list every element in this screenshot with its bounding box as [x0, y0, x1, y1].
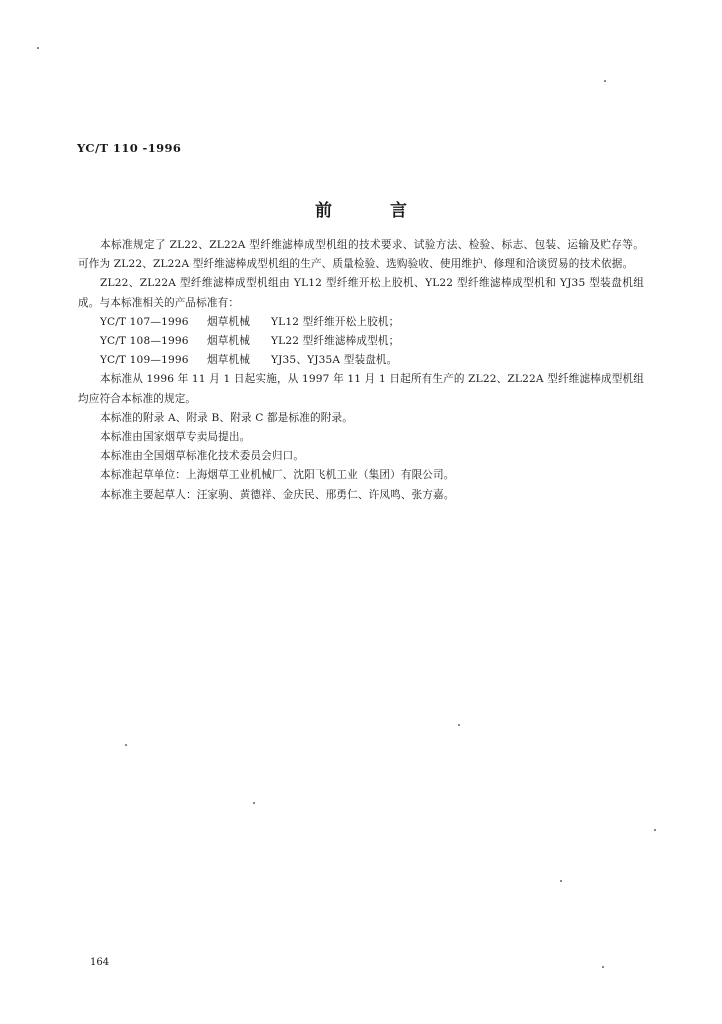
scan-speck — [602, 966, 604, 968]
paragraph-composition: ZL22、ZL22A 型纤维滤棒成型机组由 YL12 型纤维开松上胶机、YL22 型纤维滤棒成型机和 YJ35 型装盘机组成。与本标准相关的产品标准有： — [78, 277, 644, 309]
list-item — [78, 313, 644, 332]
scan-speck — [253, 802, 255, 804]
scan-speck — [37, 47, 39, 49]
standard-name: YL22 型纤维滤棒成型机； — [271, 335, 400, 348]
page-number: 164 — [90, 957, 110, 968]
standard-category: 烟草机械 — [207, 335, 250, 348]
paragraph-administrator: 本标准由全国烟草标准化技术委员会归口。 — [100, 450, 305, 463]
scan-speck — [604, 80, 606, 82]
scan-speck — [125, 744, 127, 746]
list-item — [78, 332, 644, 351]
standard-code: YC/T 108—1996 — [100, 335, 189, 348]
standard-name: YJ35、YJ35A 型装盘机。 — [271, 354, 398, 367]
standard-name: YL12 型纤维开松上胶机； — [271, 315, 400, 328]
paragraph-proposer: 本标准由国家烟草专卖局提出。 — [100, 431, 251, 444]
standard-code: YC/T 107—1996 — [100, 315, 189, 328]
scan-speck — [560, 880, 562, 882]
scan-speck — [458, 724, 460, 726]
foreword-body — [78, 236, 644, 505]
paragraph-drafting-units: 本标准起草单位：上海烟草工业机械厂、沈阳飞机工业（集团）有限公司。 — [100, 469, 455, 482]
standard-category: 烟草机械 — [207, 354, 250, 367]
standard-category: 烟草机械 — [207, 315, 250, 328]
paragraph-scope: 本标准规定了 ZL22、ZL22A 型纤维滤棒成型机组的技术要求、试验方法、检验、标志、包装、运输及贮存等。可作为 ZL22、ZL22A 型纤维滤棒成型机组的生产、质量检验、选购验收、使用维护、修理和洽谈贸易的技术依据。 — [78, 239, 644, 271]
related-standards-list — [78, 313, 644, 371]
standard-code: YC/T 109—1996 — [100, 354, 189, 367]
paragraph-drafters: 本标准主要起草人：汪家驹、黄德祥、金庆民、邢勇仁、许凤鸣、张方嘉。 — [100, 488, 455, 501]
page-title: 前言 — [315, 201, 465, 221]
standard-header-code: YC/T 110 -1996 — [77, 141, 182, 155]
list-item — [78, 351, 644, 370]
paragraph-appendices: 本标准的附录 A、附录 B、附录 C 都是标准的附录。 — [100, 411, 353, 424]
paragraph-effective-date: 本标准从 1996 年 11 月 1 日起实施，从 1997 年 11 月 1 日起所有生产的 ZL22、ZL22A 型纤维滤棒成型机组均应符合本标准的规定。 — [78, 373, 644, 405]
scan-speck — [654, 829, 656, 831]
